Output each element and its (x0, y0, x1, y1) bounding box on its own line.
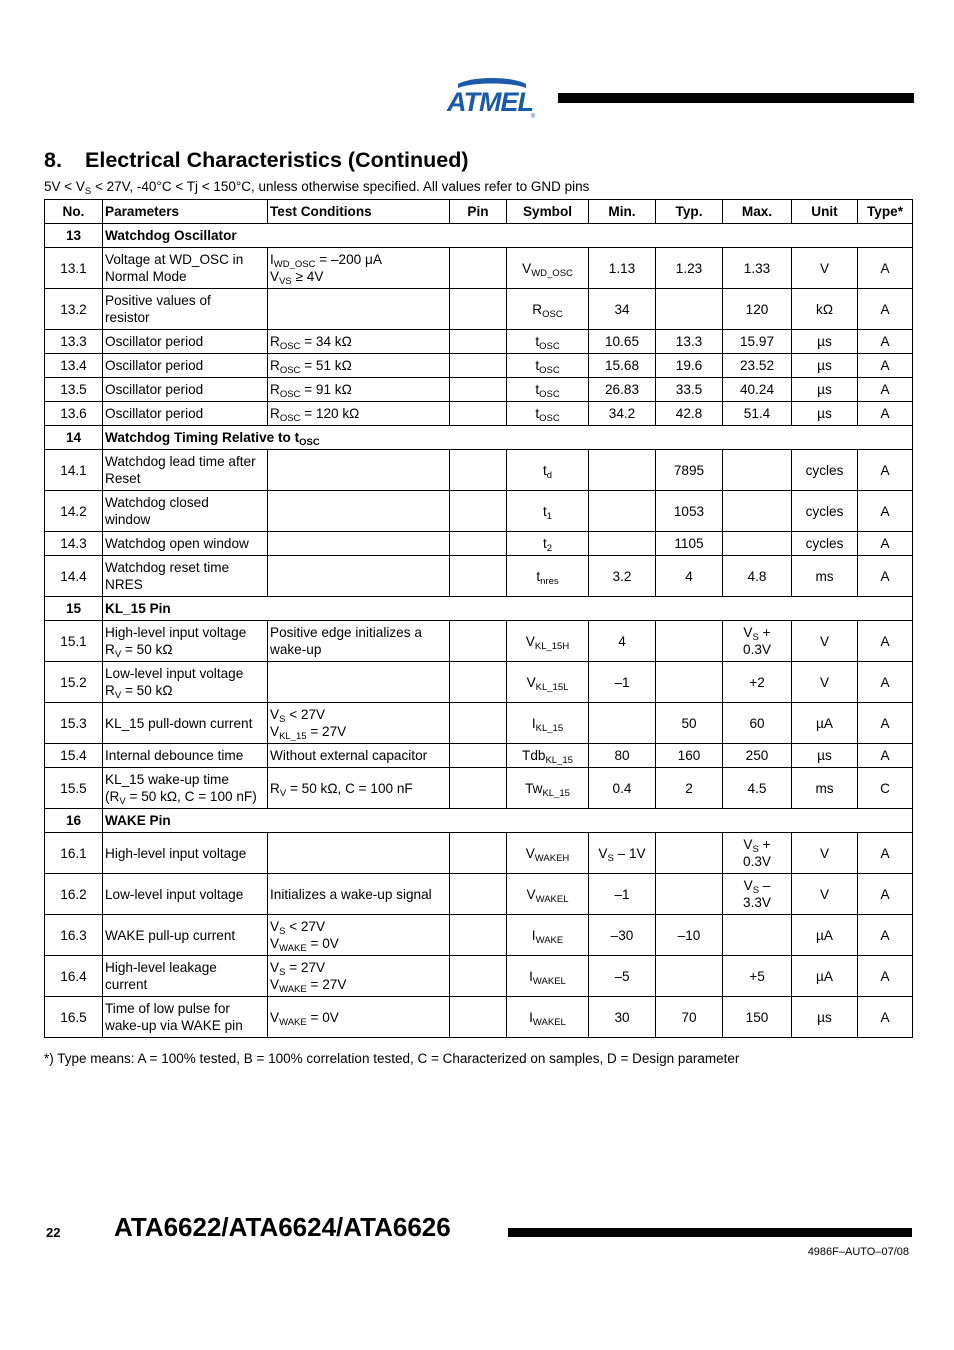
cell-parameter: Oscillator period (103, 402, 268, 426)
cell-test-condition: $V_S < 27V$ $V_{WAKE} = 0V$ (268, 915, 450, 956)
cell-pin (450, 556, 507, 597)
cell-typ (656, 289, 723, 330)
cell-parameter: Oscillator period (103, 330, 268, 354)
table-row (45, 768, 913, 809)
cell-symbol: $I_{KL\_15}$ (507, 703, 589, 744)
cell-symbol: $t_{OSC}$ (507, 330, 589, 354)
cell-no: 16.1 (45, 833, 103, 874)
cell-no: 14.3 (45, 532, 103, 556)
group-row (45, 597, 913, 621)
group-title: KL_15 Pin (103, 597, 913, 621)
cell-parameter: Watchdog open window (103, 532, 268, 556)
cell-no: 16.3 (45, 915, 103, 956)
cell-min: 4 (589, 621, 656, 662)
cell-unit: kΩ (792, 289, 858, 330)
cell-type: A (858, 915, 913, 956)
cell-no: 14.2 (45, 491, 103, 532)
cell-no: 15.3 (45, 703, 103, 744)
group-number: 16 (45, 809, 103, 833)
cell-unit: V (792, 874, 858, 915)
cell-typ (656, 662, 723, 703)
group-number: 13 (45, 224, 103, 248)
cell-symbol: $I_{WAKEL}$ (507, 997, 589, 1038)
cell-parameter: Positive values of resistor (103, 289, 268, 330)
col-header-max: Max. (723, 200, 792, 224)
group-row (45, 809, 913, 833)
cell-type: A (858, 556, 913, 597)
cell-no: 15.4 (45, 744, 103, 768)
cell-parameter: Voltage at WD_OSC in Normal Mode (103, 248, 268, 289)
cell-typ: 2 (656, 768, 723, 809)
table-row (45, 915, 913, 956)
cell-test-condition: $V_S < 27V$ $V_{KL\_15} = 27V$ (268, 703, 450, 744)
cell-symbol: Tdb$_{KL\_15}$ (507, 744, 589, 768)
cell-symbol: $R_{OSC}$ (507, 289, 589, 330)
cell-parameter: WAKE pull-up current (103, 915, 268, 956)
col-header-type: Type* (858, 200, 913, 224)
cell-min: 1.13 (589, 248, 656, 289)
table-row (45, 556, 913, 597)
cell-symbol: $t_{nres}$ (507, 556, 589, 597)
cell-typ: 4 (656, 556, 723, 597)
cell-min: 0.4 (589, 768, 656, 809)
cell-pin (450, 621, 507, 662)
table-row (45, 621, 913, 662)
cell-test-condition: $R_{OSC} = 51$ kΩ (268, 354, 450, 378)
cell-pin (450, 874, 507, 915)
cell-typ: 160 (656, 744, 723, 768)
cell-unit: V (792, 621, 858, 662)
cell-parameter: KL_15 pull-down current (103, 703, 268, 744)
cell-type: A (858, 248, 913, 289)
test-conditions-note: $5V < V_S < 27V$, -40°C < Tj < 150°C, unless otherwise specified. All values refer to GND pins (44, 179, 590, 197)
cell-parameter: High-level input voltage (103, 833, 268, 874)
section-title: Electrical Characteristics (Continued) (85, 148, 469, 172)
cell-type: A (858, 833, 913, 874)
cell-pin (450, 248, 507, 289)
cell-type: A (858, 354, 913, 378)
cell-typ: 50 (656, 703, 723, 744)
cell-typ: –10 (656, 915, 723, 956)
cell-typ: 13.3 (656, 330, 723, 354)
section-heading (44, 148, 469, 173)
logo-wordmark: ATMEL (447, 87, 533, 117)
cell-unit: µs (792, 330, 858, 354)
cell-pin (450, 330, 507, 354)
cell-test-condition (268, 662, 450, 703)
page-number: 22 (46, 1225, 61, 1240)
cell-pin (450, 491, 507, 532)
cell-type: C (858, 768, 913, 809)
table-row (45, 532, 913, 556)
cell-no: 15.2 (45, 662, 103, 703)
table-row (45, 997, 913, 1038)
cell-symbol: $t_d$ (507, 450, 589, 491)
header-rule (558, 93, 914, 103)
group-title: Watchdog Timing Relative to $t_{OSC}$ (103, 426, 913, 450)
cell-parameter: Time of low pulse for wake-up via WAKE pin (103, 997, 268, 1038)
cell-pin (450, 956, 507, 997)
cell-symbol: $I_{WAKEL}$ (507, 956, 589, 997)
cell-parameter: Watchdog closed window (103, 491, 268, 532)
table-row (45, 450, 913, 491)
cell-symbol: $V_{KL\_15L}$ (507, 662, 589, 703)
cell-max: 4.8 (723, 556, 792, 597)
cell-max: 120 (723, 289, 792, 330)
table-row (45, 703, 913, 744)
cell-max (723, 915, 792, 956)
cell-type: A (858, 402, 913, 426)
cell-test-condition: $R_{OSC} = 120$ kΩ (268, 402, 450, 426)
cell-parameter: High-level leakage current (103, 956, 268, 997)
cell-max (723, 491, 792, 532)
cell-unit: µs (792, 744, 858, 768)
cell-min: 15.68 (589, 354, 656, 378)
cell-typ (656, 621, 723, 662)
cell-pin (450, 402, 507, 426)
cell-unit: cycles (792, 450, 858, 491)
section-number: 8. (44, 148, 62, 172)
cell-min (589, 703, 656, 744)
cell-max: $V_S$ + 0.3V (723, 833, 792, 874)
cell-unit: µA (792, 703, 858, 744)
document-title: ATA6622/ATA6624/ATA6626 (114, 1212, 451, 1242)
col-header-pin: Pin (450, 200, 507, 224)
cell-max: 60 (723, 703, 792, 744)
cell-type: A (858, 956, 913, 997)
cell-min: 3.2 (589, 556, 656, 597)
col-header-symbol: Symbol (507, 200, 589, 224)
cell-max (723, 532, 792, 556)
cell-pin (450, 915, 507, 956)
cell-pin (450, 662, 507, 703)
cell-unit: ms (792, 556, 858, 597)
cell-unit: µs (792, 402, 858, 426)
cell-type: A (858, 330, 913, 354)
cell-symbol: $t_{OSC}$ (507, 354, 589, 378)
cell-type: A (858, 532, 913, 556)
cell-no: 16.4 (45, 956, 103, 997)
cell-max: $V_S$ – 3.3V (723, 874, 792, 915)
cell-pin (450, 768, 507, 809)
group-number: 15 (45, 597, 103, 621)
cell-unit: ms (792, 768, 858, 809)
cell-no: 13.2 (45, 289, 103, 330)
cell-type: A (858, 874, 913, 915)
table-row (45, 744, 913, 768)
cell-typ (656, 874, 723, 915)
cell-pin (450, 378, 507, 402)
cell-symbol: $t_{OSC}$ (507, 402, 589, 426)
cell-no: 13.3 (45, 330, 103, 354)
cell-typ (656, 833, 723, 874)
cell-unit: V (792, 833, 858, 874)
cell-min: 80 (589, 744, 656, 768)
atmel-logo (442, 74, 538, 120)
cell-symbol: $Tw_{KL\_15}$ (507, 768, 589, 809)
cell-min: $V_S - 1V$ (589, 833, 656, 874)
document-code: 4986F–AUTO–07/08 (807, 1246, 909, 1258)
cell-max (723, 450, 792, 491)
group-row (45, 224, 913, 248)
table-row (45, 354, 913, 378)
table-row (45, 662, 913, 703)
cell-pin (450, 997, 507, 1038)
cell-symbol: $I_{WAKE}$ (507, 915, 589, 956)
cell-symbol: $t_2$ (507, 532, 589, 556)
cell-max: 15.97 (723, 330, 792, 354)
cell-no: 16.5 (45, 997, 103, 1038)
cell-typ: 7895 (656, 450, 723, 491)
col-header-typ: Typ. (656, 200, 723, 224)
cell-typ: 19.6 (656, 354, 723, 378)
cell-typ: 33.5 (656, 378, 723, 402)
table-row (45, 248, 913, 289)
cell-min: 10.65 (589, 330, 656, 354)
cell-typ: 1053 (656, 491, 723, 532)
cell-symbol: $V_{WAKEH}$ (507, 833, 589, 874)
footer-rule (508, 1228, 912, 1237)
cell-min (589, 532, 656, 556)
cell-min: 26.83 (589, 378, 656, 402)
cell-unit: µs (792, 378, 858, 402)
cell-min: 34 (589, 289, 656, 330)
cell-max: 40.24 (723, 378, 792, 402)
cell-min: –30 (589, 915, 656, 956)
cell-max: 250 (723, 744, 792, 768)
cell-type: A (858, 289, 913, 330)
group-title: WAKE Pin (103, 809, 913, 833)
cell-type: A (858, 997, 913, 1038)
cell-type: A (858, 378, 913, 402)
cell-max: 4.5 (723, 768, 792, 809)
cell-parameter: Internal debounce time (103, 744, 268, 768)
cell-test-condition (268, 289, 450, 330)
cell-max: +5 (723, 956, 792, 997)
cell-pin (450, 354, 507, 378)
cell-test-condition: $R_{OSC} = 34$ kΩ (268, 330, 450, 354)
cell-typ: 42.8 (656, 402, 723, 426)
cell-no: 13.6 (45, 402, 103, 426)
cell-test-condition: Without external capacitor (268, 744, 450, 768)
cell-test-condition: Initializes a wake-up signal (268, 874, 450, 915)
cell-parameter: Low-level input voltage (103, 874, 268, 915)
cell-type: A (858, 662, 913, 703)
cell-parameter: KL_15 wake-up time ($R_V = 50$ kΩ, C = 100 nF) (103, 768, 268, 809)
cell-test-condition: $V_{WAKE} = 0V$ (268, 997, 450, 1038)
cell-parameter: Low-level input voltage $R_V = 50$ kΩ (103, 662, 268, 703)
cell-test-condition: Positive edge initializes a wake-up (268, 621, 450, 662)
cell-unit: V (792, 248, 858, 289)
col-header-no: No. (45, 200, 103, 224)
cell-symbol: $V_{WD\_OSC}$ (507, 248, 589, 289)
cell-test-condition: $R_{OSC} = 91$ kΩ (268, 378, 450, 402)
col-header-unit: Unit (792, 200, 858, 224)
cell-unit: cycles (792, 532, 858, 556)
cell-pin (450, 450, 507, 491)
cell-max: $V_S$ + 0.3V (723, 621, 792, 662)
group-number: 14 (45, 426, 103, 450)
cell-min: –5 (589, 956, 656, 997)
cell-type: A (858, 491, 913, 532)
cell-max: 51.4 (723, 402, 792, 426)
cell-no: 13.5 (45, 378, 103, 402)
cell-parameter: Watchdog lead time after Reset (103, 450, 268, 491)
col-header-min: Min. (589, 200, 656, 224)
table-row (45, 330, 913, 354)
cell-no: 14.1 (45, 450, 103, 491)
cell-pin (450, 744, 507, 768)
cell-unit: µs (792, 354, 858, 378)
cell-parameter: Oscillator period (103, 354, 268, 378)
cell-min: –1 (589, 662, 656, 703)
cell-no: 14.4 (45, 556, 103, 597)
group-title: Watchdog Oscillator (103, 224, 913, 248)
cell-min: 34.2 (589, 402, 656, 426)
cell-symbol: $t_1$ (507, 491, 589, 532)
cell-pin (450, 833, 507, 874)
table-header-row (45, 200, 913, 224)
cell-no: 15.5 (45, 768, 103, 809)
cell-max: 23.52 (723, 354, 792, 378)
table-row (45, 378, 913, 402)
cell-unit: µs (792, 997, 858, 1038)
cell-type: A (858, 703, 913, 744)
cell-pin (450, 532, 507, 556)
cell-no: 13.4 (45, 354, 103, 378)
table-row (45, 289, 913, 330)
table-row (45, 833, 913, 874)
type-footnote: *) Type means: A = 100% tested, B = 100% correlation tested, C = Characterized on samples, D = Design parameter (44, 1051, 740, 1066)
cell-no: 15.1 (45, 621, 103, 662)
cell-no: 13.1 (45, 248, 103, 289)
table-row (45, 491, 913, 532)
cell-typ: 1105 (656, 532, 723, 556)
cell-max: 150 (723, 997, 792, 1038)
cell-type: A (858, 621, 913, 662)
cell-test-condition: $I_{WD\_OSC} = -200$ μA $V_{VS} \ge 4V$ (268, 248, 450, 289)
cell-min (589, 491, 656, 532)
cell-min: –1 (589, 874, 656, 915)
cell-test-condition (268, 532, 450, 556)
cell-typ: 1.23 (656, 248, 723, 289)
group-row (45, 426, 913, 450)
cell-pin (450, 703, 507, 744)
cell-test-condition (268, 556, 450, 597)
cell-pin (450, 289, 507, 330)
cell-test-condition: $R_V = 50$ kΩ, C = 100 nF (268, 768, 450, 809)
cell-unit: µA (792, 956, 858, 997)
cell-symbol: $t_{OSC}$ (507, 378, 589, 402)
table-row (45, 874, 913, 915)
cell-parameter: High-level input voltage $R_V = 50$ kΩ (103, 621, 268, 662)
svg-text:®: ® (530, 114, 536, 120)
cell-test-condition (268, 833, 450, 874)
cell-type: A (858, 744, 913, 768)
cell-typ (656, 956, 723, 997)
cell-test-condition (268, 491, 450, 532)
cell-max: 1.33 (723, 248, 792, 289)
cell-type: A (858, 450, 913, 491)
cell-test-condition (268, 450, 450, 491)
cell-parameter: Oscillator period (103, 378, 268, 402)
cell-min (589, 450, 656, 491)
table-row (45, 956, 913, 997)
cell-typ: 70 (656, 997, 723, 1038)
cell-test-condition: $V_S = 27V$ $V_{WAKE} = 27V$ (268, 956, 450, 997)
table-body (45, 224, 913, 1038)
cell-no: 16.2 (45, 874, 103, 915)
col-header-test-conditions: Test Conditions (268, 200, 450, 224)
cell-unit: cycles (792, 491, 858, 532)
col-header-parameters: Parameters (103, 200, 268, 224)
cell-parameter: Watchdog reset time NRES (103, 556, 268, 597)
cell-unit: V (792, 662, 858, 703)
cell-symbol: $V_{WAKEL}$ (507, 874, 589, 915)
table-row (45, 402, 913, 426)
cell-max: +2 (723, 662, 792, 703)
cell-min: 30 (589, 997, 656, 1038)
electrical-characteristics-table (44, 199, 913, 1038)
cell-symbol: $V_{KL\_15H}$ (507, 621, 589, 662)
cell-unit: µA (792, 915, 858, 956)
